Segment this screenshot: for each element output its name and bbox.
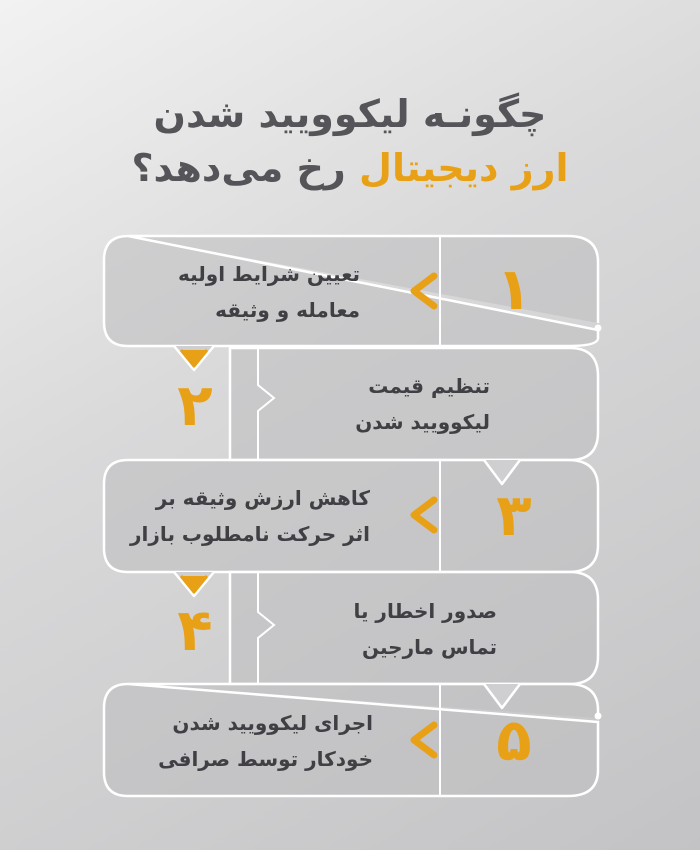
- step-4-number: ۴: [177, 596, 213, 664]
- step-4-text: [282, 593, 497, 665]
- step-3-line-1: کاهش ارزش وثیقه بر: [155, 486, 370, 510]
- title-accent: ارز دیجیتال: [359, 146, 569, 190]
- step-3-number: ۳: [496, 481, 532, 549]
- step-1-line-2: معامله و وثیقه: [215, 298, 360, 322]
- step-2-number: ۲: [177, 371, 213, 439]
- step-5-number: ۵: [496, 706, 532, 774]
- title-line-1: چگونـه لیکوویید شدن: [153, 92, 547, 136]
- step-5-dot: [595, 713, 602, 720]
- step-2-line-2: لیکوویید شدن: [355, 410, 490, 434]
- step-3-text: [130, 480, 370, 552]
- title-rest: رخ می‌دهد؟: [131, 146, 360, 190]
- step-1-dot: [595, 325, 602, 332]
- step-3-line-2: اثر حرکت نامطلوب بازار: [130, 522, 370, 546]
- step-2-line-1: تنظیم قیمت: [368, 374, 490, 398]
- step-1-text: [145, 256, 360, 328]
- step-1-line-1: تعیین شرایط اولیه: [177, 262, 360, 286]
- step-1-number: ۱: [496, 255, 532, 323]
- step-5-text: [158, 705, 373, 777]
- step-2-text: [275, 368, 490, 440]
- step-4-line-2: تماس مارجین: [362, 635, 497, 659]
- step-4-line-1: صدور اخطار یا: [353, 599, 497, 623]
- step-5-line-1: اجرای لیکوویید شدن: [172, 711, 373, 735]
- step-5-line-2: خودکار توسط صرافی: [158, 747, 373, 771]
